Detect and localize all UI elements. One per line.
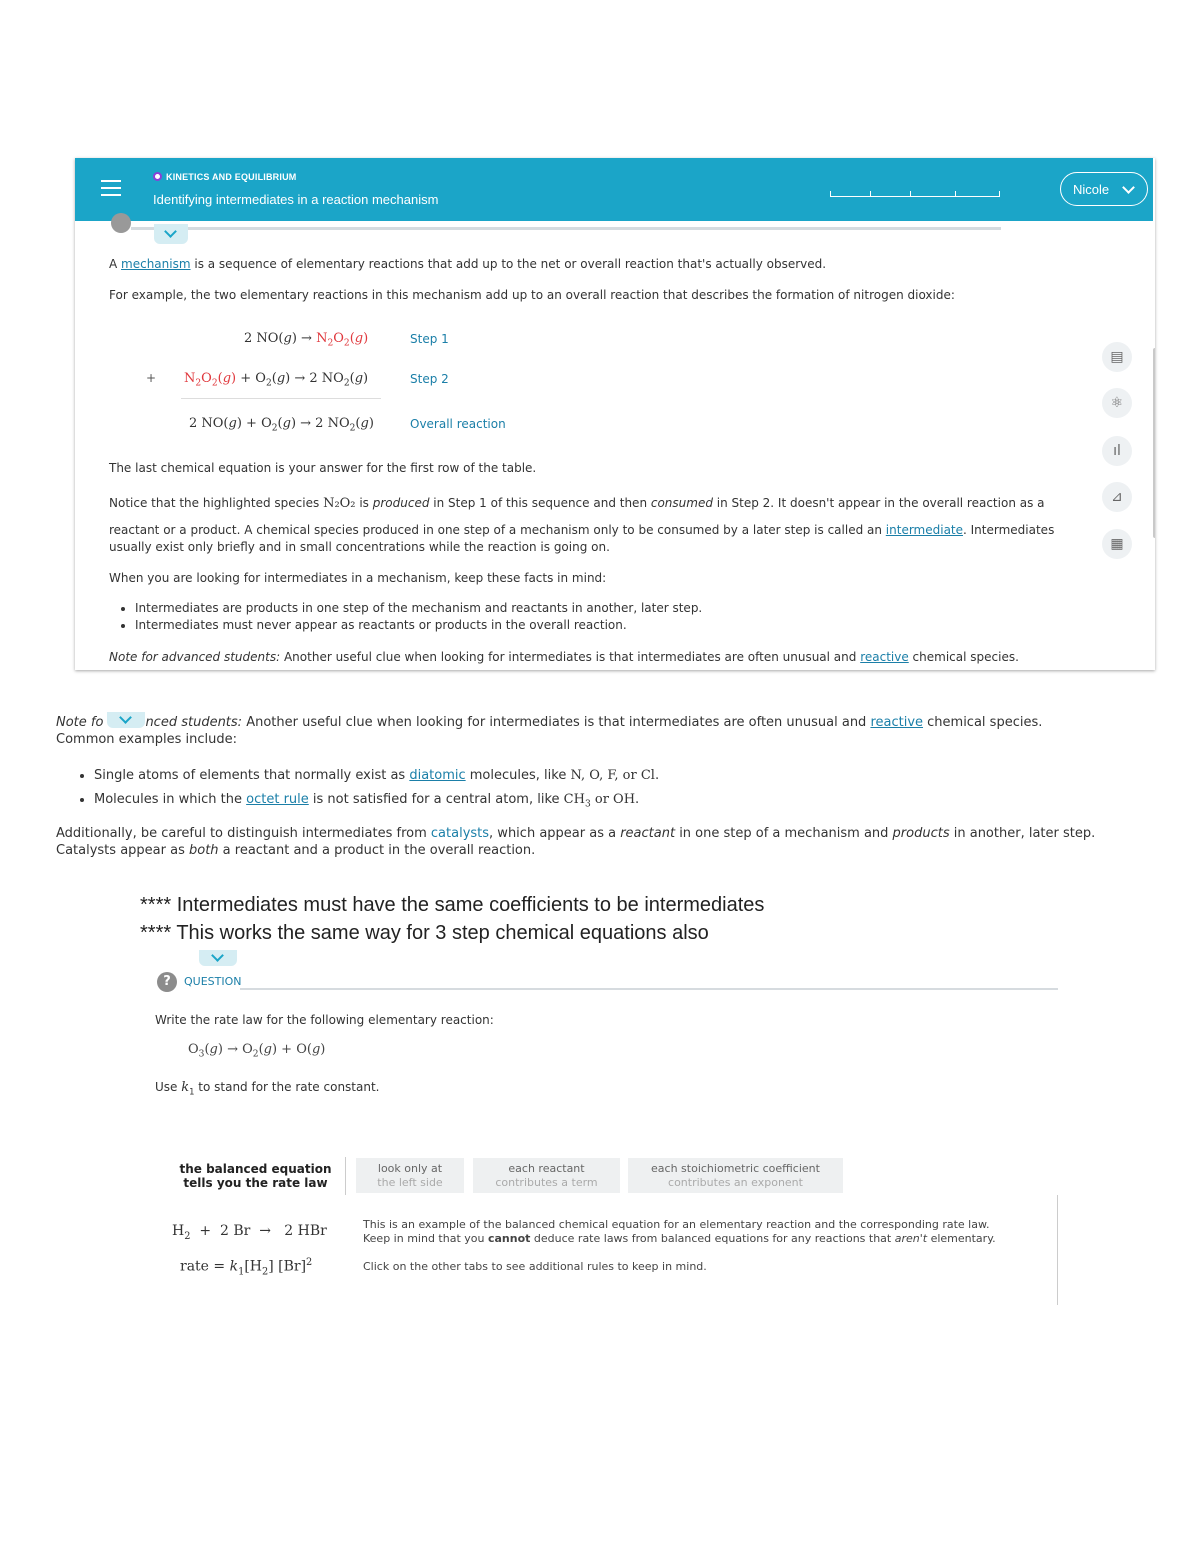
mechanism-link[interactable]: mechanism <box>121 257 191 271</box>
paragraph-facts: When you are looking for intermediates in a mechanism, keep these facts in mind: <box>109 571 607 585</box>
chevron-down-icon <box>164 225 177 238</box>
list-item: • Intermediates are products in one step of the mechanism and reactants in another, later step. <box>135 600 702 617</box>
divider <box>345 1157 346 1195</box>
equation-step2: $N_2O_2(g) + O_2(g) \to 2$ $NO_2(g)$ <box>184 371 369 389</box>
rate-constant-note: Use $k_1$ to stand for the rate constant. <box>155 1080 380 1097</box>
sum-line <box>181 398 381 399</box>
list-item: • Intermediates must never appear as reactants or products in the overall reaction. <box>135 617 702 634</box>
progress-bar <box>830 188 1000 197</box>
note-advanced: Note fo nced students: Another useful clue when looking for intermediates is that intermediates are often unusual and reactive chemical species. <box>56 715 1043 730</box>
hint-desc-2: Keep in mind that you cannot deduce rate laws from balanced equations for any reactions that aren't elementary. <box>363 1232 996 1245</box>
hint-desc-1: This is an example of the balanced chemical equation for an elementary reaction and the corresponding rate law. <box>363 1218 990 1231</box>
top-bar <box>75 158 1153 221</box>
step2-label: Step 2 <box>410 372 449 386</box>
list-item: • Single atoms of elements that normally exist as diatomic molecules, like N, O, F, or Cl. <box>94 764 659 788</box>
reactive-link[interactable]: reactive <box>870 715 924 730</box>
examples-list <box>74 764 659 817</box>
example-rate-law: rate = $k_1[H_2]$ $[Br]^2$ <box>180 1257 313 1278</box>
collapse-tab[interactable] <box>107 712 145 728</box>
question-icon: ? <box>157 972 177 992</box>
facts-list <box>115 600 702 634</box>
catalysts-link[interactable]: catalysts <box>430 826 490 841</box>
octet-rule-link[interactable]: octet rule <box>246 792 309 807</box>
diatomic-link[interactable]: diatomic <box>409 768 466 783</box>
menu-icon[interactable] <box>101 180 121 196</box>
paragraph-last-equation: The last chemical equation is your answer for the first row of the table. <box>109 461 537 475</box>
topic-dot-icon <box>153 172 162 181</box>
plus-sign: + <box>146 371 157 385</box>
reactive-link[interactable]: reactive <box>860 650 909 664</box>
divider <box>1057 1195 1058 1305</box>
intermediate-link[interactable]: intermediate <box>885 523 964 537</box>
divider <box>240 988 1058 990</box>
note-line-2: **** This works the same way for 3 step chemical equations also <box>140 922 709 944</box>
paragraph-intermediate: reactant or a product. A chemical species produced in one step of a mechanism only to be consumed by a later step is called an intermediate. Intermediates <box>109 523 1055 537</box>
example-equation: $H_2 + 2$ Br → 2 HBr <box>172 1223 327 1242</box>
calculator-icon[interactable]: ▤ <box>1102 342 1132 372</box>
question-prompt: Write the rate law for the following elementary reaction: <box>155 1013 494 1027</box>
equation-step1: 2 $NO(g) \to N_2O_2(g)$ <box>244 331 369 349</box>
tab-left-side[interactable]: look only at the left side <box>356 1158 464 1193</box>
equation-overall: 2 $NO(g) + O_2(g) \to 2$ $NO_2(g)$ <box>189 416 374 434</box>
divider <box>131 227 1001 230</box>
paragraph-note: Note for advanced students: Another useful clue when looking for intermediates is that intermediates are often unusual and reactive chemical species. <box>109 650 1019 664</box>
list-item: • Molecules in which the octet rule is not satisfied for a central atom, like $CH_3$ or OH. <box>94 788 659 817</box>
scrollbar[interactable] <box>1153 348 1155 538</box>
hint-heading: the balanced equation tells you the rate law <box>179 1162 332 1190</box>
paragraph-catalysts: Additionally, be careful to distinguish intermediates from catalysts, which appear as a reactant in one step of a mechanism and products in another, later step. <box>56 826 1096 841</box>
collapse-tab[interactable] <box>199 950 237 966</box>
hint-desc-3: Click on the other tabs to see additional rules to keep in mind. <box>363 1260 707 1273</box>
page-title: Identifying intermediates in a reaction mechanism <box>153 192 439 207</box>
user-menu-button[interactable]: Nicole <box>1060 172 1148 206</box>
common-examples: Common examples include: <box>56 732 238 747</box>
tab-coefficient[interactable]: each stoichiometric coefficient contributes an exponent <box>628 1158 843 1193</box>
question-label: QUESTION <box>184 975 242 988</box>
tab-each-reactant[interactable]: each reactant contributes a term <box>473 1158 620 1193</box>
paragraph-briefly: usually exist only briefly and in small concentrations while the reaction is going on. <box>109 540 610 554</box>
chevron-down-icon <box>119 711 132 724</box>
question-equation: $O_3(g) \to O_2(g) + O(g)$ <box>188 1042 326 1060</box>
note-line-1: **** Intermediates must have the same coefficients to be intermediates <box>140 894 765 916</box>
table-icon[interactable]: ▦ <box>1102 529 1132 559</box>
graph-icon[interactable]: ⊿ <box>1102 482 1132 512</box>
paragraph-mechanism: A mechanism is a sequence of elementary reactions that add up to the net or overall reaction that's actually observed. <box>109 257 827 271</box>
overall-label: Overall reaction <box>410 417 506 431</box>
paragraph-example: For example, the two elementary reactions in this mechanism add up to an overall reaction that describes the formation of nitrogen dioxide: <box>109 288 955 302</box>
topic-label: KINETICS AND EQUILIBRIUM <box>153 172 296 182</box>
section-badge-icon <box>111 213 131 233</box>
step1-label: Step 1 <box>410 332 449 346</box>
periodic-table-icon[interactable]: ⚛ <box>1102 388 1132 418</box>
paragraph-notice: Notice that the highlighted species N₂O₂ is produced in Step 1 of this sequence and then consumed in Step 2. It doesn't appear in the overall reaction as a <box>109 496 1045 511</box>
data-chart-icon[interactable]: ıl <box>1102 436 1132 466</box>
chevron-down-icon <box>1122 181 1135 194</box>
collapse-tab[interactable] <box>154 224 188 244</box>
chevron-down-icon <box>211 949 224 962</box>
lesson-panel <box>75 158 1155 670</box>
paragraph-catalysts-2: Catalysts appear as both a reactant and a product in the overall reaction. <box>56 843 536 858</box>
